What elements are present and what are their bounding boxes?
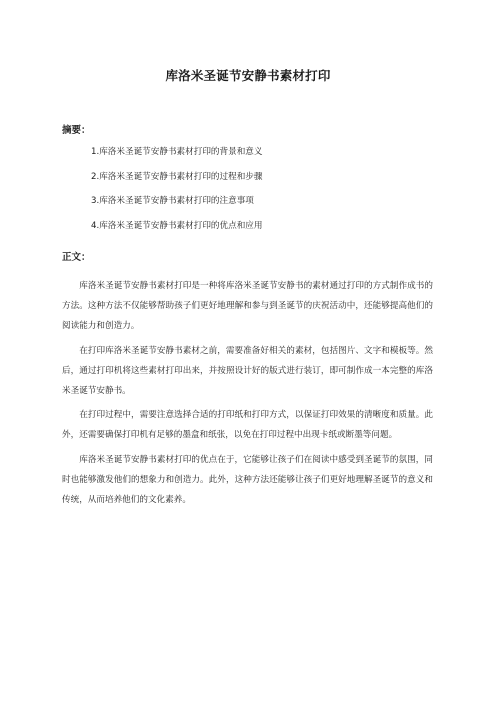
body-paragraph: 在打印库洛米圣诞节安静书素材之前，需要准备好相关的素材，包括图片、文字和模板等。然后，通过打印机将这些素材打印出来，并按照设计好的版式进行装订，即可制作成一本完整的库洛米圣诞节安静书。 [62, 345, 433, 397]
body-paragraph: 库洛米圣诞节安静书素材打印是一种将库洛米圣诞节安静书的素材通过打印的方式制作成书的方法。这种方法不仅能够帮助孩子们更好地理解和参与到圣诞节的庆祝活动中，还能够提高他们的阅读能力和创造力。 [62, 281, 433, 332]
document-title: 库洛米圣诞节安静书素材打印 [165, 68, 331, 83]
abstract-item: 2.库洛米圣诞节安静书素材打印的过程和步骤 [91, 171, 263, 182]
abstract-item: 4.库洛米圣诞节安静书素材打印的优点和应用 [91, 220, 263, 231]
body-label: 正文： [62, 252, 91, 263]
abstract-label: 摘要： [62, 125, 91, 136]
abstract-item: 1.库洛米圣诞节安静书素材打印的背景和意义 [91, 147, 263, 157]
body-text [62, 276, 433, 514]
abstract-item: 3.库洛米圣诞节安静书素材打印的注意事项 [91, 196, 254, 206]
body-paragraph: 在打印过程中，需要注意选择合适的打印纸和打印方式，以保证打印效果的清晰度和质量。此外，还需要确保打印机有足够的墨盒和纸张，以免在打印过程中出现卡纸或断墨等问题。 [62, 410, 433, 441]
body-paragraph: 库洛米圣诞节安静书素材打印的优点在于，它能够让孩子们在阅读中感受到圣诞节的氛围，同时也能够激发他们的想象力和创造力。此外，这种方法还能够让孩子们更好地理解圣诞节的意义和传统，从而培养他们的文化素养。 [62, 454, 433, 506]
abstract-list [91, 140, 262, 238]
